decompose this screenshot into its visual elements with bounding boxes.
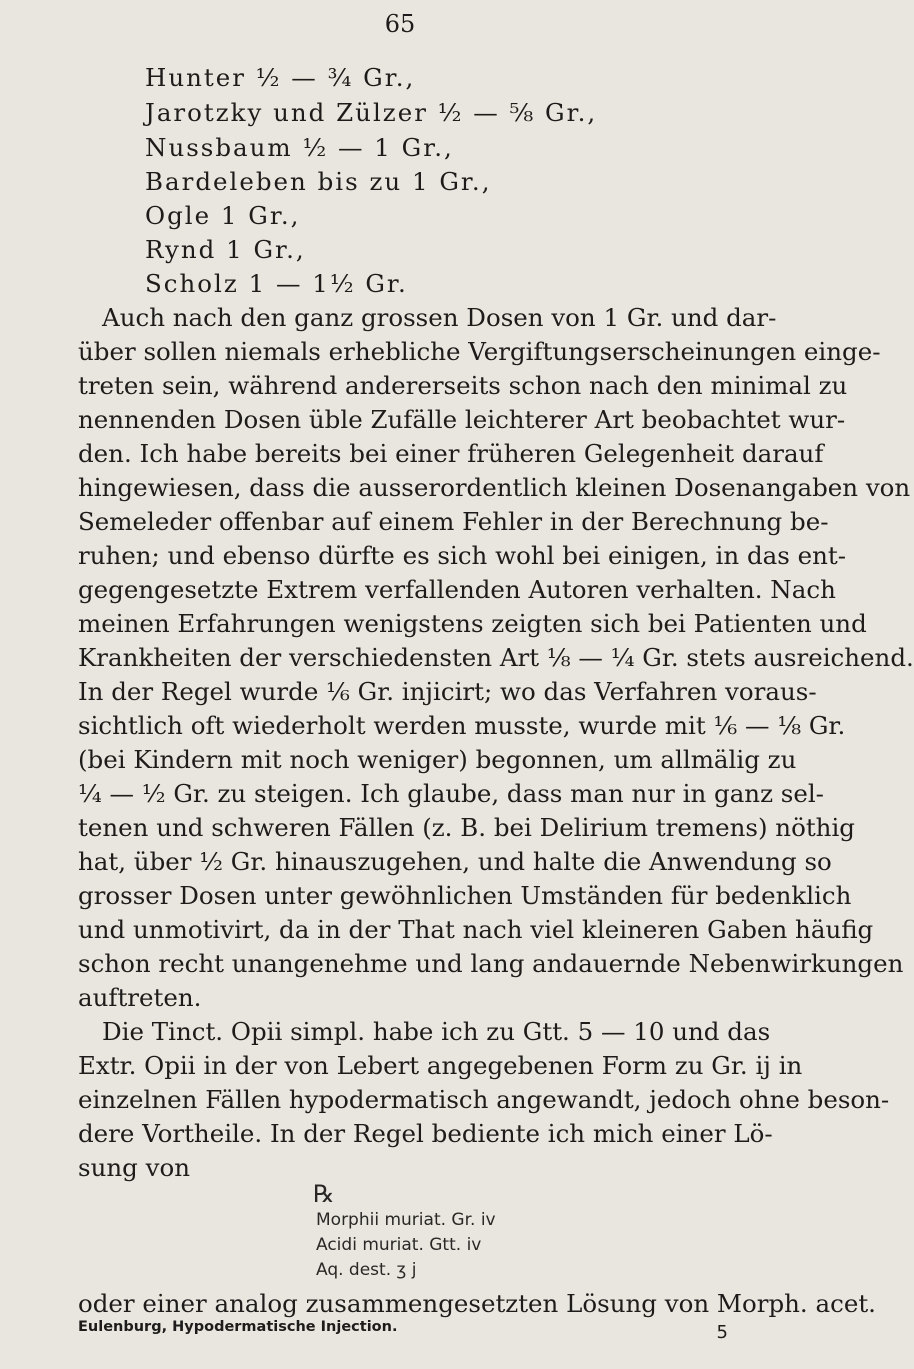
signature-mark: 5	[716, 1322, 728, 1343]
text-line: schon recht unangenehme und lang andauernde Nebenwirkungen	[78, 949, 904, 978]
running-title: Eulenburg, Hypodermatische Injection.	[78, 1319, 398, 1335]
text-line: Die Tinct. Opii simpl. habe ich zu Gtt. 5 — 10 und das	[102, 1017, 771, 1046]
dose-line: Nussbaum ½ — 1 Gr.,	[145, 133, 454, 162]
text-line: hat, über ½ Gr. hinauszugehen, und halte die Anwendung so	[78, 847, 832, 876]
text-line: sung von	[78, 1153, 190, 1182]
text-line: Auch nach den ganz grossen Dosen von 1 Gr. und dar-	[102, 303, 777, 332]
dose-line: Hunter ½ — ¾ Gr.,	[145, 63, 416, 92]
text-line: sichtlich oft wiederholt werden musste, wurde mit ⅙ — ⅛ Gr.	[78, 711, 846, 740]
dose-line: Scholz 1 — 1½ Gr.	[145, 269, 408, 298]
text-line: Krankheiten der verschiedensten Art ⅛ — ¼ Gr. stets ausreichend.	[78, 643, 914, 672]
text-line: auftreten.	[78, 983, 202, 1012]
text-line: Extr. Opii in der von Lebert angegebenen Form zu Gr. ij in	[78, 1051, 803, 1080]
text-line: Semeleder offenbar auf einem Fehler in der Berechnung be-	[78, 507, 829, 536]
text-line: einzelnen Fällen hypodermatisch angewandt, jedoch ohne beson-	[78, 1085, 890, 1114]
text-line: meinen Erfahrungen wenigstens zeigten sich bei Patienten und	[78, 609, 867, 638]
recipe-symbol: ℞	[313, 1180, 335, 1208]
recipe-line: Acidi muriat. Gtt. iv	[316, 1235, 482, 1255]
text-line: über sollen niemals erhebliche Vergiftungserscheinungen einge-	[78, 337, 881, 366]
text-line: tenen und schweren Fällen (z. B. bei Delirium tremens) nöthig	[78, 813, 855, 842]
dose-line: Jarotzky und Zülzer ½ — ⅝ Gr.,	[145, 98, 598, 127]
text-line: In der Regel wurde ⅙ Gr. injicirt; wo das Verfahren voraus-	[78, 677, 817, 706]
recipe-line: Morphii muriat. Gr. iv	[316, 1210, 496, 1230]
text-line: gegengesetzte Extrem verfallenden Autoren verhalten. Nach	[78, 575, 836, 604]
text-line: oder einer analog zusammengesetzten Lösung von Morph. acet.	[78, 1289, 876, 1318]
text-line: dere Vortheile. In der Regel bediente ich mich einer Lö-	[78, 1119, 773, 1148]
recipe-line: Aq. dest. ʒ j	[316, 1260, 417, 1280]
text-line: und unmotivirt, da in der That nach viel kleineren Gaben häufig	[78, 915, 874, 944]
text-line: grosser Dosen unter gewöhnlichen Umständen für bedenklich	[78, 881, 852, 910]
page-number: 65	[384, 10, 416, 38]
text-line: (bei Kindern mit noch weniger) begonnen, um allmälig zu	[78, 745, 797, 774]
text-line: ruhen; und ebenso dürfte es sich wohl bei einigen, in das ent-	[78, 541, 846, 570]
dose-line: Ogle 1 Gr.,	[145, 201, 301, 230]
text-line: den. Ich habe bereits bei einer früheren Gelegenheit darauf	[78, 439, 824, 468]
dose-line: Bardeleben bis zu 1 Gr.,	[145, 167, 492, 196]
page-footer	[78, 1319, 728, 1343]
text-line: nennenden Dosen üble Zufälle leichterer Art beobachtet wur-	[78, 405, 846, 434]
text-line: treten sein, während andererseits schon nach den minimal zu	[78, 371, 848, 400]
text-line: ¼ — ½ Gr. zu steigen. Ich glaube, dass man nur in ganz sel-	[78, 779, 824, 808]
dose-line: Rynd 1 Gr.,	[145, 235, 306, 264]
text-line: hingewiesen, dass die ausserordentlich kleinen Dosenangaben von	[78, 473, 911, 502]
